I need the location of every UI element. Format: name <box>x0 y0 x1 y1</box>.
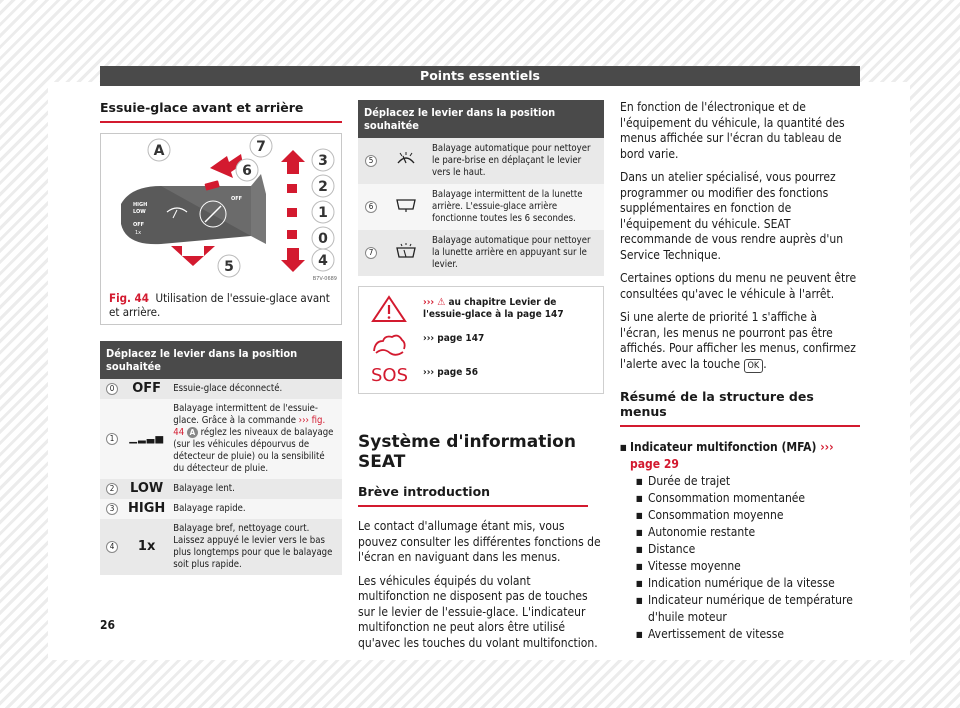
subsection-title: Brève introduction <box>358 484 491 499</box>
position-symbol: HIGH <box>124 499 169 519</box>
page-header: Points essentiels <box>100 66 860 86</box>
table-header: Déplacez le levier dans la position souhaitée <box>358 100 604 138</box>
lever-label-off-rear: OFF <box>231 196 243 202</box>
paragraph: Certaines options du menu ne peuvent être consultées qu'avec le véhicule à l'arrêt. <box>620 271 857 301</box>
sos-icon: SOS <box>371 365 409 386</box>
callout-5: 5 <box>224 259 234 275</box>
paragraph: Les véhicules équipés du volant multifonction ne disposent pas de touches sur le levier de l'essuie-glace. L'indicateur multifonction ne peut alors être utilisé qu'avec les touches du volant multifonction. <box>358 573 598 650</box>
warning-triangle-icon <box>371 295 407 323</box>
callout-ref: A <box>187 427 198 438</box>
position-number: 5 <box>365 155 377 167</box>
callout-6: 6 <box>242 163 252 179</box>
paragraph: Dans un atelier spécialisé, vous pourrez programmer ou modifier des fonctions supplémentaires en fonction de l'équipement du véhicule. SEAT recommande de vous rendre auprès d'un Service Technique. <box>620 170 844 262</box>
table-row <box>358 138 604 184</box>
callout-3: 3 <box>318 153 328 169</box>
notice-sos <box>359 363 603 393</box>
lever-positions-table-continued <box>358 100 604 276</box>
list-item: ■ Avertissement de vitesse <box>620 626 860 643</box>
lever-label-1x: 1x <box>135 230 142 236</box>
callout-7: 7 <box>256 139 266 155</box>
section-rule <box>620 425 860 427</box>
position-number: 1 <box>106 433 118 445</box>
lever-label-low: LOW <box>133 209 146 215</box>
list-item: ■ Vitesse moyenne <box>620 558 860 575</box>
list-item: ■ Indication numérique de la vitesse <box>620 575 860 592</box>
rear-washer-icon <box>384 230 428 276</box>
page-number: 26 <box>100 618 116 632</box>
position-description: Balayage intermittent de l'essuie-glace. Grâce à la commande ››› fig. 44 A réglez les niveaux de balayage (sur les véhicules dépourvus de détecteur de pluie) ou la sensibilité du détecteur de pluie. <box>169 399 342 479</box>
callout-2: 2 <box>318 179 328 195</box>
column-middle <box>358 100 604 659</box>
section-title: Système d'information SEAT <box>358 432 576 472</box>
lever-label-off: OFF <box>133 222 145 228</box>
environment-icon <box>371 331 407 359</box>
paragraph: En fonction de l'électronique et de l'équipement du véhicule, la quantité des menus affichée sur l'écran du tableau de bord varie. <box>620 100 845 161</box>
table-row <box>358 184 604 230</box>
table-row <box>100 379 342 399</box>
table-row <box>100 499 342 519</box>
position-description: Balayage intermittent de la lunette arrière. L'essuie-glace arrière fonctionne toutes les 6 secondes. <box>428 184 604 230</box>
notice-warning-text: au chapitre Levier de l'essuie-glace à la page 147 <box>423 297 564 320</box>
lever-positions-table <box>100 341 342 575</box>
table-row <box>100 519 342 575</box>
figure-caption <box>109 291 337 319</box>
windshield-washer-icon <box>384 138 428 184</box>
position-description: Balayage rapide. <box>169 499 342 519</box>
figure-caption-label: Fig. 44 <box>109 291 149 305</box>
lever-label-high: HIGH <box>133 202 148 208</box>
list-item: ■ Durée de trajet <box>620 473 860 490</box>
ok-key: OK <box>744 359 764 373</box>
figure-caption-text: Utilisation de l'essuie-glace avant et arrière. <box>109 291 330 319</box>
figure-code: B7V-0689 <box>312 276 337 282</box>
position-number: 0 <box>106 383 118 395</box>
figure-link[interactable]: ››› fig. 44 <box>173 415 326 438</box>
menu-structure-list <box>620 439 860 643</box>
info-text <box>620 100 860 373</box>
position-number: 2 <box>106 483 118 495</box>
position-number: 7 <box>365 247 377 259</box>
position-symbol: OFF <box>124 379 169 399</box>
callout-A: A <box>153 143 165 159</box>
position-description: Balayage automatique pour nettoyer le pare-brise en déplaçant le levier vers le haut. <box>428 138 604 184</box>
position-description: Balayage lent. <box>169 479 342 499</box>
list-item: ■ Consommation momentanée <box>620 490 860 507</box>
notice-environment <box>359 329 603 359</box>
section-rule <box>358 505 588 507</box>
list-head: ■ Indicateur multifonction (MFA) ››› page 29 <box>620 439 860 473</box>
page-link[interactable]: ››› page 29 <box>630 439 834 471</box>
table-row <box>100 479 342 499</box>
notice-environment-text[interactable]: ››› page 147 <box>423 333 485 344</box>
table-header: Déplacez le levier dans la position souhaitée <box>100 341 342 379</box>
callout-1: 1 <box>318 205 328 221</box>
position-description: Balayage bref, nettoyage court. Laissez appuyé le levier vers le bas plus longtemps pour que le balayage soit plus rapide. <box>169 519 342 575</box>
rear-wiper-icon <box>384 184 428 230</box>
list-item: ■ Distance <box>620 541 860 558</box>
section-rule <box>100 121 342 123</box>
wiper-lever-illustration <box>101 134 341 284</box>
intro-text <box>358 519 604 651</box>
position-number: 6 <box>365 201 377 213</box>
small-warning-icon: ⚠ <box>437 297 446 308</box>
notice-box <box>358 286 604 394</box>
list-item: ■ Consommation moyenne <box>620 507 860 524</box>
list-item: ■ Autonomie restante <box>620 524 860 541</box>
paragraph: Si une alerte de priorité 1 s'affiche à l'écran, les menus ne pourront pas être affichés. Pour afficher les menus, confirmez l'alerte avec la touche OK . <box>620 310 856 371</box>
position-description: Essuie-glace déconnecté. <box>169 379 342 399</box>
paragraph: Le contact d'allumage étant mis, vous pouvez consulter les différentes fonctions de l'écran en naviguant dans les menus. <box>358 519 601 564</box>
position-description: Balayage automatique pour nettoyer la lunette arrière en appuyant sur le levier. <box>428 230 604 276</box>
position-number: 3 <box>106 503 118 515</box>
notice-link-arrows[interactable]: ››› <box>423 297 435 308</box>
table-row <box>100 399 342 479</box>
position-symbol: 1x <box>124 519 169 575</box>
column-left <box>100 100 342 575</box>
notice-warning <box>359 293 603 323</box>
callout-0: 0 <box>318 231 328 247</box>
position-number: 4 <box>106 541 118 553</box>
section-title: Essuie-glace avant et arrière <box>100 100 304 115</box>
table-row <box>358 230 604 276</box>
figure-44 <box>100 133 342 325</box>
section-title: Résumé de la structure des menus <box>620 388 814 419</box>
notice-sos-text[interactable]: ››› page 56 <box>423 367 478 378</box>
position-symbol: ▁▂▃▅ <box>124 399 169 479</box>
position-symbol: LOW <box>124 479 169 499</box>
column-right <box>620 100 860 643</box>
callout-4: 4 <box>318 253 328 269</box>
list-item: ■ Indicateur numérique de température d'huile moteur <box>620 592 860 626</box>
